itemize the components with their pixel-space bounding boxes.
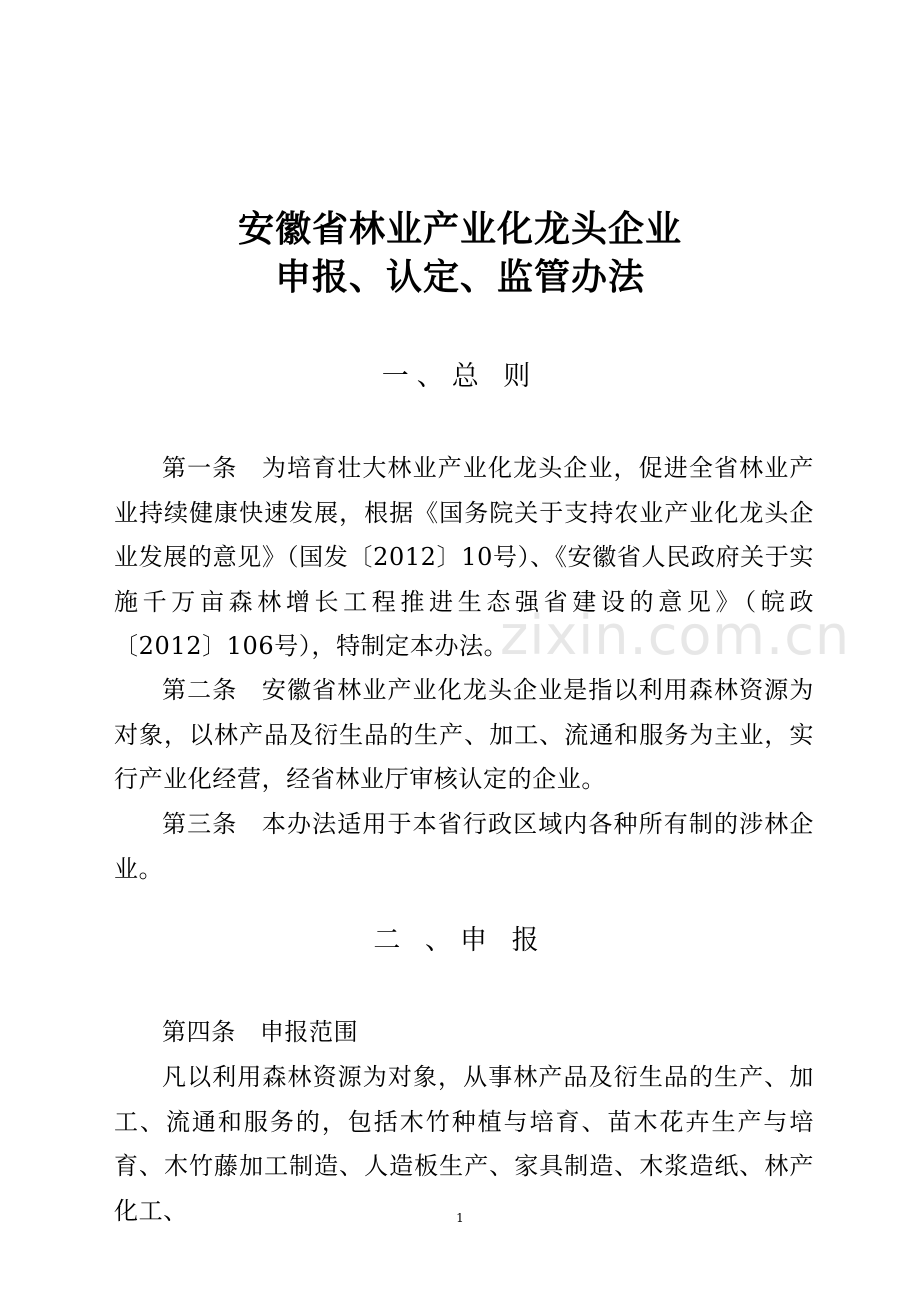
- article-3-label: 第三条: [162, 810, 238, 838]
- article-2-text: 安徽省林业产业化龙头企业是指以利用森林资源为对象，以林产品及衍生品的生产、加工、流通和服务为主业，实行产业化经营，经省林业厅审核认定的企业。: [114, 676, 814, 793]
- document-title-line-2: 申报、认定、监管办法: [274, 257, 645, 298]
- article-4-label: 第四条: [162, 1018, 236, 1046]
- article-1-text: 为培育壮大林业产业化龙头企业，促进全省林业产业持续健康快速发展，根据《国务院关于支持农业产业化龙头企业发展的意见》（国发〔2012〕10号）、《安徽省人民政府关于实施千万亩森林增长工程推进生态强省建设的意见》（皖政〔2012〕106号），特制定本办法。: [114, 454, 814, 660]
- article-4-body: 凡以利用森林资源为对象，从事林产品及衍生品的生产、加工、流通和服务的，包括木竹种植与培育、苗木花卉生产与培育、木竹藤加工制造、人造板生产、家具制造、木浆造纸、林产化工、: [114, 1063, 814, 1225]
- document-title-line-1: 安徽省林业产业化龙头企业: [237, 209, 682, 250]
- section-heading-application: 二 、申 报: [373, 925, 547, 956]
- article-1: [114, 446, 814, 669]
- article-2-label: 第二条: [162, 676, 238, 704]
- article-4-heading: [114, 1010, 814, 1055]
- article-2: [114, 668, 814, 802]
- page-number: 1: [456, 1211, 464, 1225]
- article-1-label: 第一条: [162, 454, 238, 482]
- section-heading-general: 一、总 则: [381, 361, 539, 392]
- article-3: [114, 802, 814, 891]
- article-4-title: 申报范围: [259, 1018, 359, 1046]
- site-watermark: zixin.com.cn: [500, 604, 851, 667]
- article-3-text: 本办法适用于本省行政区域内各种所有制的涉林企业。: [114, 810, 814, 883]
